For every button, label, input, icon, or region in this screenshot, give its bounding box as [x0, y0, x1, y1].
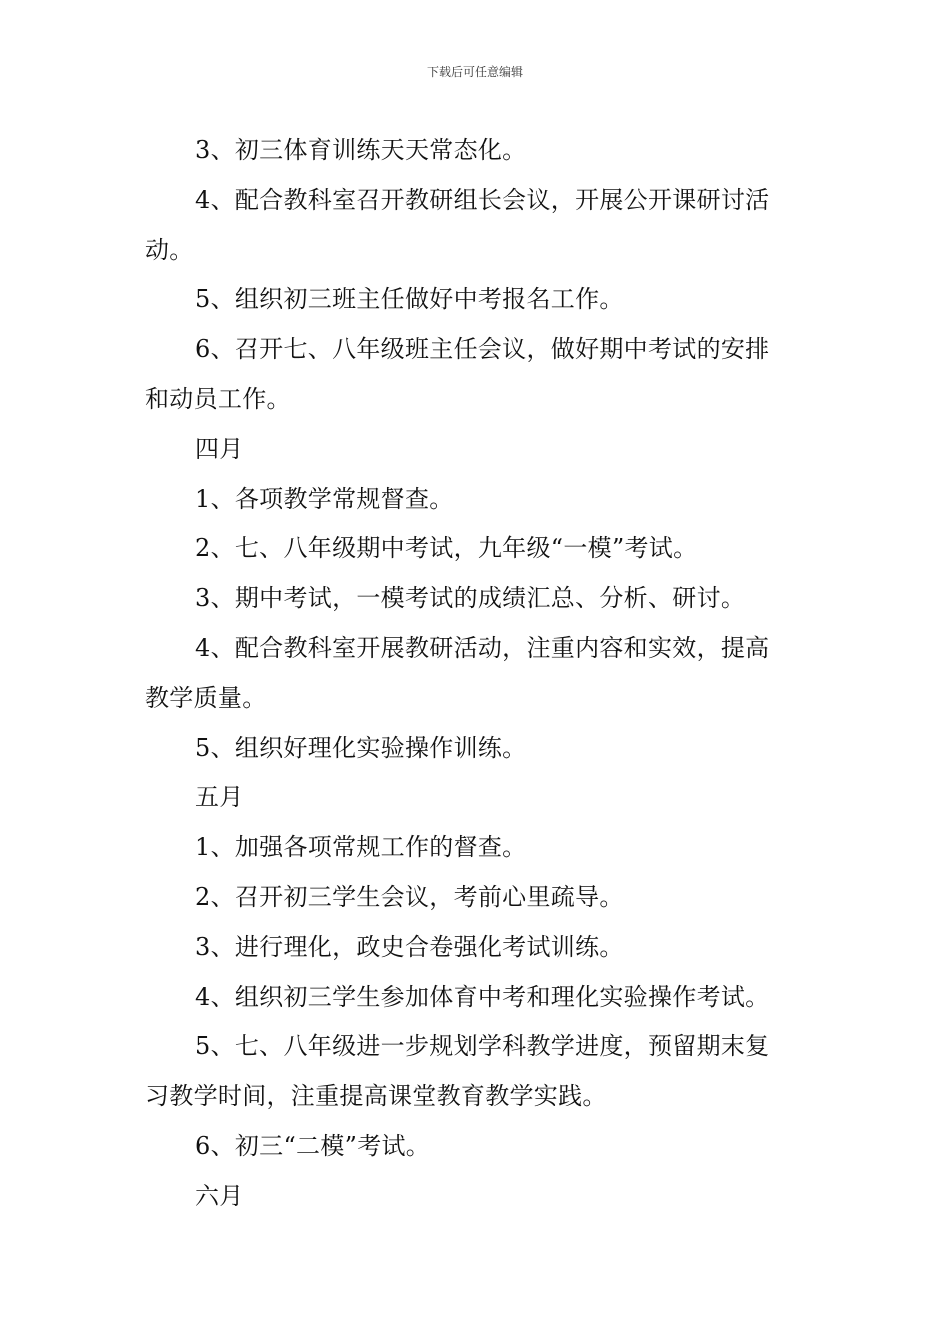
paragraph-line: 4、组织初三学生参加体育中考和理化实验操作考试。: [195, 982, 770, 1011]
paragraph-line: 5、组织好理化实验操作训练。: [195, 733, 527, 762]
paragraph-line: 5、组织初三班主任做好中考报名工作。: [195, 285, 624, 314]
paragraph-line-continuation: 教学质量。: [145, 683, 267, 712]
paragraph-line-continuation: 习教学时间，注重提高课堂教育教学实践。: [145, 1082, 607, 1111]
paragraph-line: 4、配合教科室开展教研活动，注重内容和实效，提高: [195, 633, 770, 662]
paragraph-line-continuation: 和动员工作。: [145, 384, 291, 413]
paragraph-line: 1、各项教学常规督查。: [195, 484, 454, 513]
paragraph-line: 2、召开初三学生会议，考前心里疏导。: [195, 882, 624, 911]
paragraph-line: 4、配合教科室召开教研组长会议，开展公开课研讨活: [195, 185, 770, 214]
paragraph-line: 2、七、八年级期中考试，九年级“一模”考试。: [195, 534, 698, 563]
section-heading-june: 六月: [195, 1181, 244, 1210]
page-header: 下载后可任意编辑: [426, 65, 523, 79]
paragraph-line: 3、初三体育训练天天常态化。: [195, 136, 527, 164]
document-body: [145, 126, 810, 1222]
paragraph-line: 5、七、八年级进一步规划学科教学进度，预留期末复: [195, 1032, 770, 1061]
paragraph-line-continuation: 动。: [145, 235, 194, 264]
paragraph-line: 3、期中考试，一模考试的成绩汇总、分析、研讨。: [195, 584, 746, 613]
paragraph-line: 6、召开七、八年级班主任会议，做好期中考试的安排: [195, 335, 770, 364]
paragraph-line: 3、进行理化，政史合卷强化考试训练。: [195, 932, 624, 961]
section-heading-april: 四月: [195, 434, 244, 463]
paragraph-line: 1、加强各项常规工作的督查。: [195, 833, 527, 862]
paragraph-line: 6、初三“二模”考试。: [195, 1131, 431, 1160]
section-heading-may: 五月: [195, 783, 244, 812]
